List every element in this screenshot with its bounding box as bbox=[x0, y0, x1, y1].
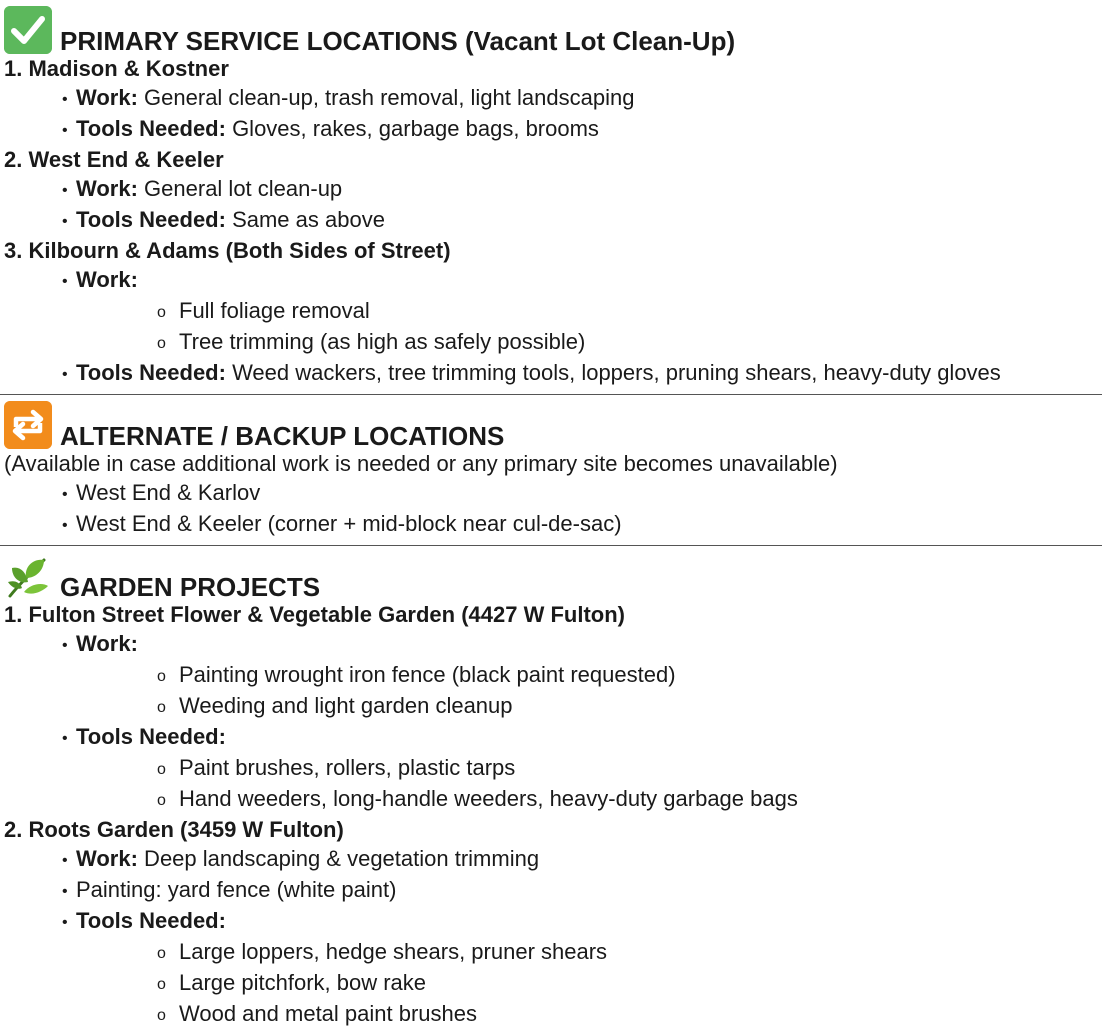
tools-sub-item: o Large pitchfork, bow rake bbox=[157, 970, 427, 995]
garden-header bbox=[0, 546, 1102, 600]
location-heading: 2. West End & Keeler bbox=[4, 147, 224, 172]
tools-sub-item: o Wood and metal paint brushes bbox=[157, 1001, 477, 1026]
work-bullet: • Work: General clean-up, trash removal, light landscaping bbox=[62, 85, 635, 110]
herb-leaf-icon bbox=[4, 552, 52, 600]
tools-bullet: • Tools Needed: bbox=[62, 908, 226, 933]
alternate-location: • West End & Keeler (corner + mid-block near cul-de-sac) bbox=[62, 511, 622, 536]
alternate-location: • West End & Karlov bbox=[62, 480, 261, 505]
repeat-arrows-icon bbox=[4, 401, 52, 449]
work-bullet: • Work: General lot clean-up bbox=[62, 176, 343, 201]
primary-header bbox=[0, 0, 1102, 54]
tools-sub-item: o Hand weeders, long-handle weeders, heavy-duty garbage bags bbox=[157, 786, 798, 811]
tools-sub-item: o Large loppers, hedge shears, pruner shears bbox=[157, 939, 608, 964]
work-sub-item: o Weeding and light garden cleanup bbox=[157, 693, 513, 718]
work-sub-item: o Full foliage removal bbox=[157, 298, 370, 323]
alternate-header bbox=[0, 395, 1102, 449]
garden-heading: 2. Roots Garden (3459 W Fulton) bbox=[4, 817, 344, 842]
painting-bullet: • Painting: yard fence (white paint) bbox=[62, 877, 397, 902]
work-sub-item: o Tree trimming (as high as safely possible) bbox=[157, 329, 586, 354]
primary-section bbox=[0, 0, 1102, 389]
tools-sub-item: o Paint brushes, rollers, plastic tarps bbox=[157, 755, 516, 780]
garden-section bbox=[0, 546, 1102, 1030]
tools-bullet: • Tools Needed: Weed wackers, tree trimming tools, loppers, pruning shears, heavy-duty gloves bbox=[62, 360, 1001, 385]
alternate-title: ALTERNATE / BACKUP LOCATIONS bbox=[60, 421, 505, 451]
alternate-section bbox=[0, 395, 1102, 540]
work-bullet: • Work: Deep landscaping & vegetation trimming bbox=[62, 846, 540, 871]
tools-bullet: • Tools Needed: Gloves, rakes, garbage bags, brooms bbox=[62, 116, 599, 141]
primary-title: PRIMARY SERVICE LOCATIONS (Vacant Lot Clean-Up) bbox=[60, 26, 736, 56]
garden-heading: 1. Fulton Street Flower & Vegetable Garden (4427 W Fulton) bbox=[4, 602, 625, 627]
garden-title: GARDEN PROJECTS bbox=[60, 572, 321, 602]
work-bullet: • Work: bbox=[62, 267, 138, 292]
location-heading: 3. Kilbourn & Adams (Both Sides of Street) bbox=[4, 238, 451, 263]
tools-bullet: • Tools Needed: bbox=[62, 724, 226, 749]
work-sub-item: o Painting wrought iron fence (black paint requested) bbox=[157, 662, 676, 687]
work-bullet: • Work: bbox=[62, 631, 138, 656]
check-mark-icon bbox=[4, 6, 52, 54]
alternate-note: (Available in case additional work is needed or any primary site becomes unavailable) bbox=[4, 451, 838, 476]
tools-bullet: • Tools Needed: Same as above bbox=[62, 207, 385, 232]
location-heading: 1. Madison & Kostner bbox=[4, 56, 229, 81]
